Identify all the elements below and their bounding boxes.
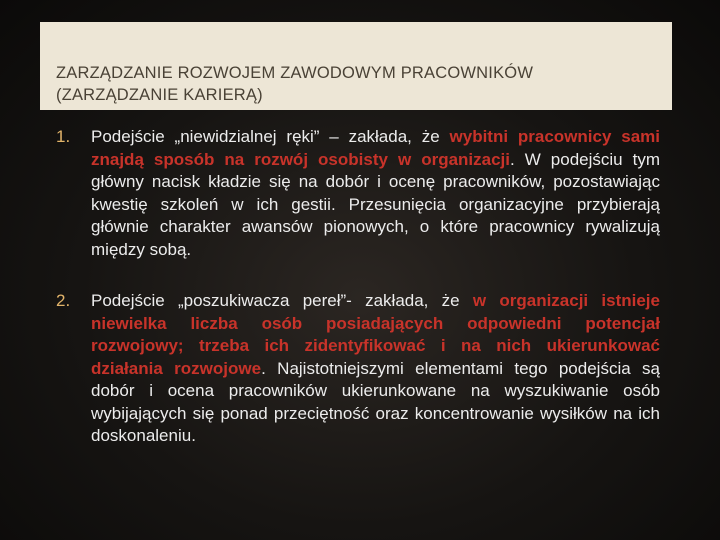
list-item-number: 1. bbox=[56, 127, 71, 146]
list-item-highlight: wybitni pracownicy sami znajdą sposób na rozwój osobisty w organizacji bbox=[91, 127, 661, 169]
slide-title-band bbox=[40, 22, 672, 110]
slide-title-line-2: (ZARZĄDZANIE KARIERĄ) bbox=[56, 86, 263, 104]
list-item bbox=[56, 126, 660, 261]
list-item-lead: Podejście „poszukiwacza pereł”- zakłada, że bbox=[91, 291, 473, 310]
list-item-highlight: w organizacji istnieje niewielka liczba osób posiadających odpowiedni potencjał rozwojowy; trzeba ich zidentyfikować i na nich ukierunkować działania rozwojowe bbox=[91, 291, 660, 378]
numbered-list bbox=[56, 126, 660, 448]
list-item-lead: Podejście „niewidzialnej ręki” – zakłada, że bbox=[91, 127, 450, 146]
list-item bbox=[56, 290, 660, 448]
slide-title-line-1: ZARZĄDZANIE ROZWOJEM ZAWODOWYM PRACOWNIKÓW bbox=[56, 64, 534, 82]
list-item-rest: . Najistotniejszymi elementami tego podejścia są dobór i ocena pracowników ukierunkowane na wyszukiwanie osób wybijających się ponad przeciętność oraz koncentrowanie wysiłków na ich doskonaleniu. bbox=[91, 358, 660, 445]
list-item-text bbox=[91, 126, 660, 261]
list-item-rest: . W podejściu tym główny nacisk kładzie się na dobór i ocenę pracowników, pozostawiając kwestię szkoleń w ich gestii. Przesunięcia organizacyjne przybierają głównie charakter awansów pionowych, o które pracownicy rywalizują między sobą. bbox=[91, 149, 661, 259]
list-item-number: 2. bbox=[56, 291, 71, 310]
list-item-text bbox=[91, 290, 660, 448]
